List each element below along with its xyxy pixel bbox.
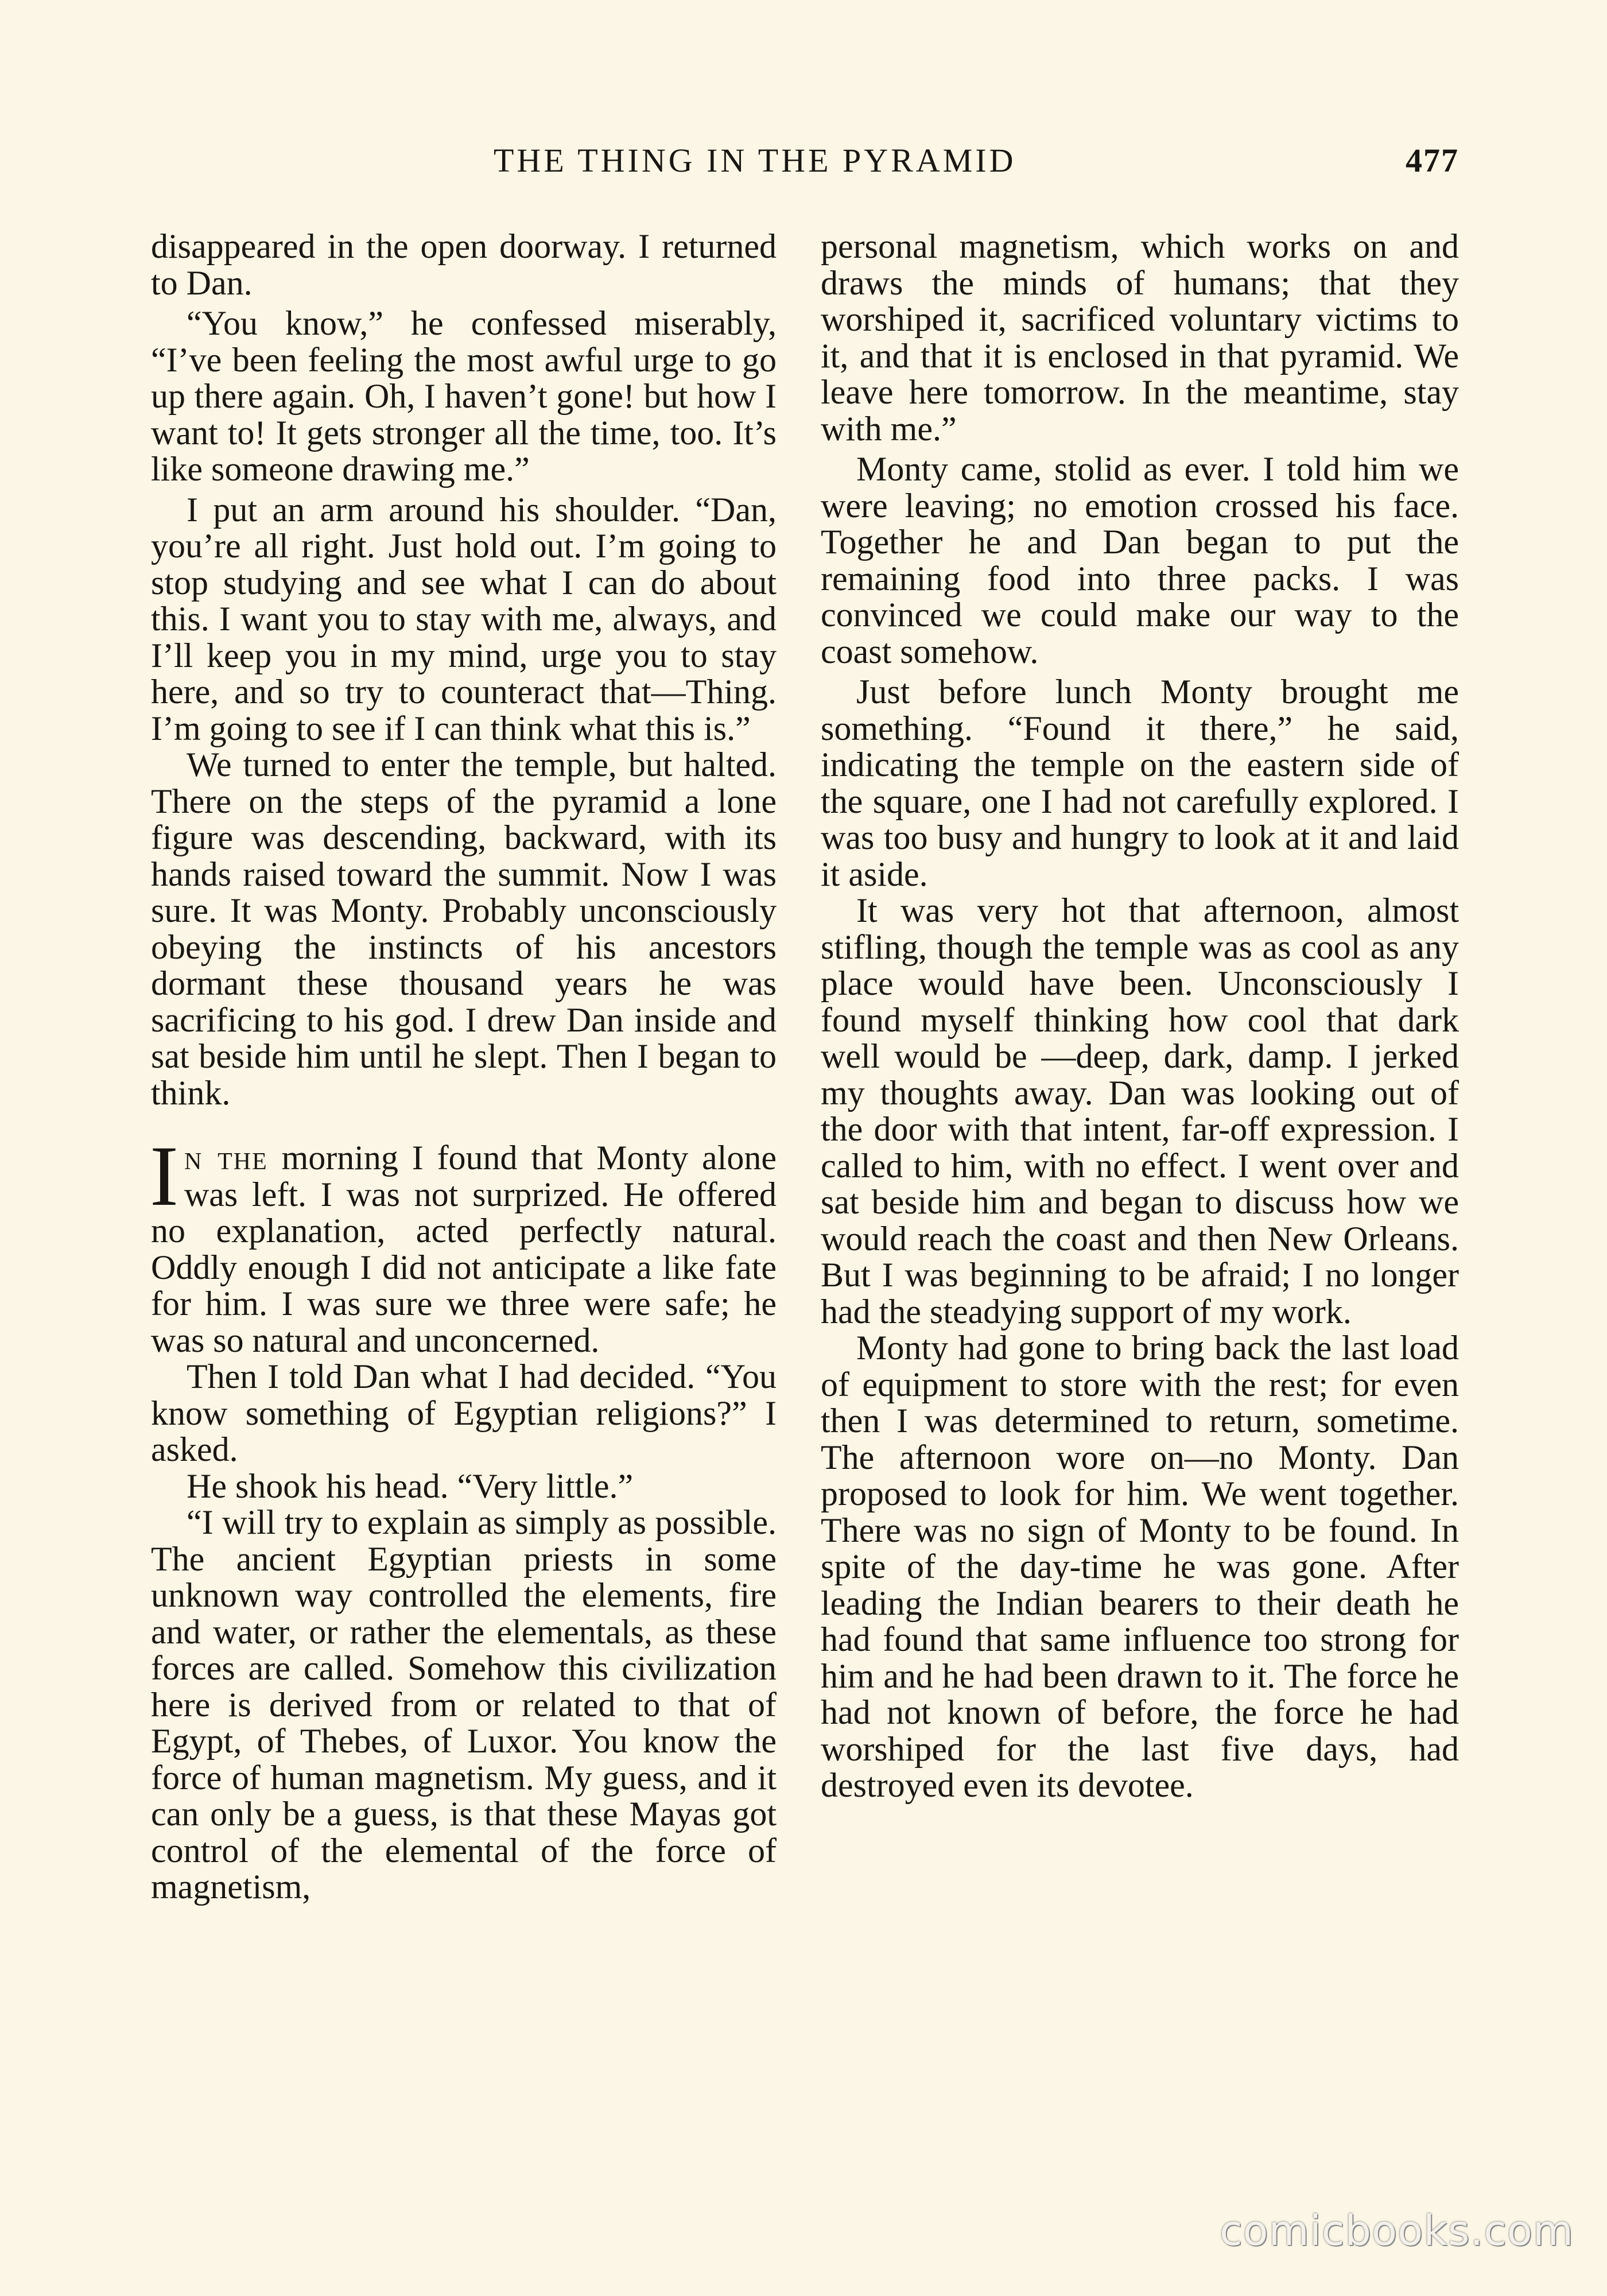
paragraph: “You know,” he confessed miserably, “I’ve been feeling the most awful urge to go up there again. Oh, I haven’t gone! but how I want to! It gets stronger all the time, too. It’s like someone drawing me.” bbox=[151, 304, 777, 488]
drop-cap: I bbox=[150, 1128, 178, 1224]
right-column bbox=[821, 228, 1459, 1804]
paragraph: Monty had gone to bring back the last load of equipment to store with the rest; for even then I was determined to return, sometime. The afternoon wore on—no Monty. Dan proposed to look for him. We went together. There was no sign of Monty to be found. In spite of the day-time he was gone. After leading the Indian bearers to their death he had found that same influence too strong for him and he had been drawn to it. The force he had not known of before, the force he had worshiped for the last five days, had destroyed even its devotee. bbox=[821, 1329, 1459, 1804]
small-caps-lead: n the bbox=[184, 1139, 268, 1177]
left-column bbox=[151, 228, 777, 1906]
paragraph: It was very hot that afternoon, almost stifling, though the temple was as cool as any place would have been. Unconsciously I found myself thinking how cool that dark well would be —deep, dark, damp. I jerked my thoughts away. Dan was looking out of the door with that intent, far-off expression. I called to him, with no effect. I went over and sat beside him and began to discuss how we would reach the coast and then New Orleans. But I was beginning to be afraid; I no longer had the steadying support of my work. bbox=[821, 891, 1459, 1331]
page-number: 477 bbox=[1406, 142, 1459, 179]
paragraph: Then I told Dan what I had decided. “You know something of Egyptian religions?” I asked. bbox=[151, 1358, 777, 1468]
site-watermark: comicbooks.com bbox=[1219, 2206, 1574, 2255]
paragraph: Just before lunch Monty brought me something. “Found it there,” he said, indicating the temple on the eastern side of the square, one I had not carefully explored. I was too busy and hungry to look at it and laid it aside. bbox=[821, 673, 1459, 893]
paragraph: We turned to enter the temple, but halted. There on the steps of the pyramid a lone figure was descending, backward, with its hands raised toward the summit. Now I was sure. It was Monty. Probably unconsciously obeying the instincts of his ancestors dormant these thousand years he was sacrificing to his god. I drew Dan inside and sat beside him until he slept. Then I began to think. bbox=[151, 746, 777, 1112]
paragraph: I put an arm around his shoulder. “Dan, you’re all right. Just hold out. I’m going to stop studying and see what I can do about this. I want you to stay with me, always, and I’ll keep you in my mind, urge you to stay here, and so try to counteract that—Thing. I’m going to see if I can think what this is.” bbox=[151, 490, 777, 747]
paragraph: “I will try to explain as simply as possible. The ancient Egyptian priests in some unknown way controlled the elements, fire and water, or rather the elementals, as these forces are called. Somehow this civilization here is derived from or related to that of Egypt, of Thebes, of Luxor. You know the force of human magnetism. My guess, and it can only be a guess, is that these Mayas got control of the elemental of the force of magnetism, bbox=[151, 1503, 777, 1906]
paragraph: Monty came, stolid as ever. I told him we were leaving; no emotion crossed his face. Together he and Dan began to put the remaining food into three packs. I was convinced we could make our way to the coast somehow. bbox=[821, 450, 1459, 670]
paragraph: He shook his head. “Very little.” bbox=[187, 1467, 634, 1505]
section-opening-paragraph bbox=[150, 1128, 777, 1359]
running-title: THE THING IN THE PYRAMID bbox=[494, 142, 1016, 179]
paragraph: personal magnetism, which works on and draws the minds of humans; that they worshiped it, sacrificed voluntary victims to it, and that it is enclosed in that pyramid. We leave here tomorrow. In the meantime, stay with me.” bbox=[821, 227, 1459, 448]
paragraph: disappeared in the open doorway. I returned to Dan. bbox=[151, 227, 777, 302]
paragraph-text: morning I found that Monty alone was left. I was not surprized. He offered no explanation, acted perfectly natural. Oddly enough I did not anticipate a like fate for him. I was sure we three were safe; he was so natural and unconcerned. bbox=[151, 1139, 777, 1359]
